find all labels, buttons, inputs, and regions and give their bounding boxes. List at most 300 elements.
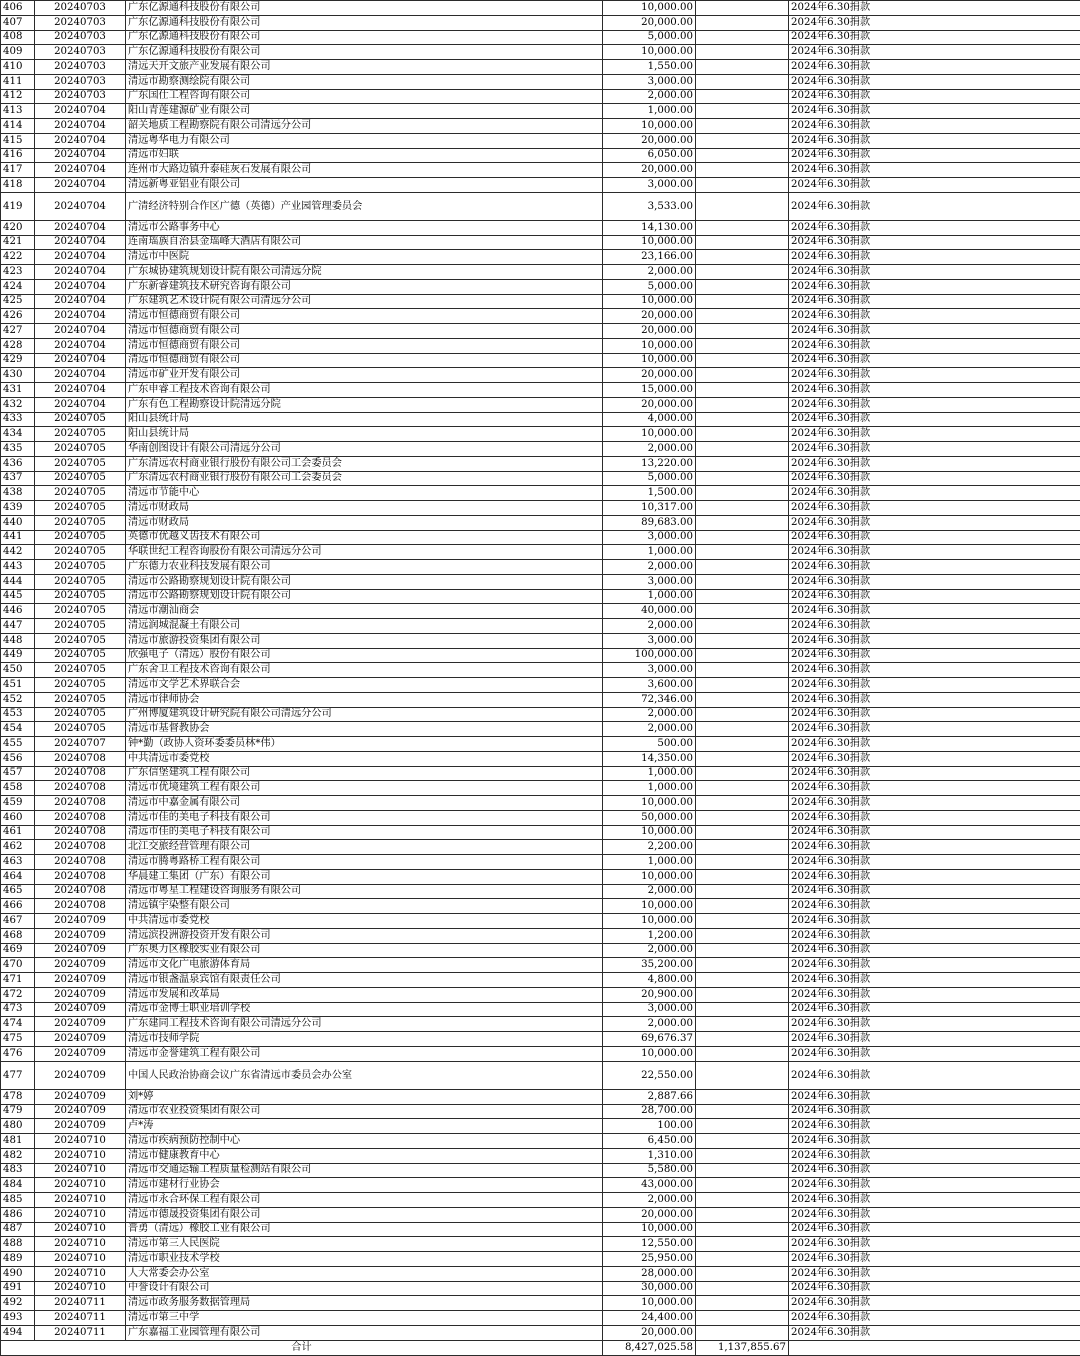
donation-date: 20240708 [35, 855, 126, 870]
donation-note: 2024年6.30捐款 [789, 383, 1080, 398]
donation-amount: 3,600.00 [603, 678, 696, 693]
amount-secondary [696, 163, 789, 178]
donor-name: 清远市政务服务数据管理局 [126, 1296, 603, 1311]
donation-date: 20240705 [35, 427, 126, 442]
amount-secondary [696, 442, 789, 457]
table-row [1, 737, 1080, 752]
donor-name: 清远市建材行业协会 [126, 1178, 603, 1193]
row-number: 488 [1, 1237, 35, 1252]
table-row [1, 368, 1080, 383]
donation-amount: 20,000.00 [603, 1207, 696, 1222]
donor-name: 清远市佳的美电子科技有限公司 [126, 810, 603, 825]
row-number: 446 [1, 604, 35, 619]
amount-secondary [696, 1119, 789, 1134]
row-number: 430 [1, 368, 35, 383]
donation-note: 2024年6.30捐款 [789, 810, 1080, 825]
amount-secondary [696, 869, 789, 884]
row-number: 424 [1, 279, 35, 294]
amount-secondary [696, 1325, 789, 1340]
donation-note: 2024年6.30捐款 [789, 1046, 1080, 1061]
row-number: 422 [1, 250, 35, 265]
donor-name: 连州市大路边镇升泰硅灰石发展有限公司 [126, 163, 603, 178]
donor-name: 广东清远农村商业银行股份有限公司工会委员会 [126, 456, 603, 471]
amount-secondary [696, 943, 789, 958]
donor-name: 晋勇（清远）橡胶工业有限公司 [126, 1222, 603, 1237]
donation-note: 2024年6.30捐款 [789, 1325, 1080, 1340]
donor-name: 清远天开文旅产业发展有限公司 [126, 60, 603, 75]
donation-amount: 15,000.00 [603, 383, 696, 398]
row-number: 406 [1, 1, 35, 16]
amount-secondary [696, 178, 789, 193]
donor-name: 清远市技师学院 [126, 1032, 603, 1047]
donation-note: 2024年6.30捐款 [789, 309, 1080, 324]
row-number: 437 [1, 471, 35, 486]
amount-secondary [696, 368, 789, 383]
donation-amount: 10,000.00 [603, 235, 696, 250]
donation-amount: 20,000.00 [603, 324, 696, 339]
amount-secondary [696, 1032, 789, 1047]
total-amount-secondary: 1,137,855.67 [696, 1340, 789, 1356]
amount-secondary [696, 353, 789, 368]
row-number: 474 [1, 1017, 35, 1032]
amount-secondary [696, 899, 789, 914]
donation-amount: 69,676.37 [603, 1032, 696, 1047]
donor-name: 中共清远市委党校 [126, 914, 603, 929]
row-number: 447 [1, 619, 35, 634]
donor-name: 清远市公路事务中心 [126, 220, 603, 235]
donor-name: 清远市律师协会 [126, 692, 603, 707]
donor-name: 广东嘉福工业园管理有限公司 [126, 1325, 603, 1340]
donation-date: 20240709 [35, 1046, 126, 1061]
donation-amount: 14,350.00 [603, 751, 696, 766]
donation-note: 2024年6.30捐款 [789, 1222, 1080, 1237]
row-number: 443 [1, 560, 35, 575]
amount-secondary [696, 766, 789, 781]
donation-amount: 1,310.00 [603, 1148, 696, 1163]
donation-note: 2024年6.30捐款 [789, 958, 1080, 973]
donation-amount: 3,533.00 [603, 192, 696, 220]
row-number: 419 [1, 192, 35, 220]
donation-amount: 5,000.00 [603, 279, 696, 294]
row-number: 432 [1, 397, 35, 412]
table-row [1, 178, 1080, 193]
donation-note: 2024年6.30捐款 [789, 412, 1080, 427]
row-number: 465 [1, 884, 35, 899]
donation-amount: 2,000.00 [603, 884, 696, 899]
donor-name: 广州博厦建筑设计研究院有限公司清远分公司 [126, 707, 603, 722]
donation-date: 20240705 [35, 560, 126, 575]
donor-name: 清远市中医院 [126, 250, 603, 265]
amount-secondary [696, 545, 789, 560]
donor-name: 广东清远农村商业银行股份有限公司工会委员会 [126, 471, 603, 486]
table-row [1, 604, 1080, 619]
donation-amount: 22,550.00 [603, 1061, 696, 1089]
donation-date: 20240711 [35, 1325, 126, 1340]
donor-name: 中誉设计有限公司 [126, 1281, 603, 1296]
donor-name: 清远市第三人民医院 [126, 1237, 603, 1252]
donation-date: 20240705 [35, 574, 126, 589]
donor-name: 清远市职业技术学校 [126, 1252, 603, 1267]
donation-note: 2024年6.30捐款 [789, 279, 1080, 294]
table-row [1, 353, 1080, 368]
donor-name: 清远市旅游投资集团有限公司 [126, 633, 603, 648]
donation-date: 20240710 [35, 1237, 126, 1252]
donor-name: 清远市勘察测绘院有限公司 [126, 74, 603, 89]
amount-secondary [696, 781, 789, 796]
donation-date: 20240703 [35, 89, 126, 104]
donation-note: 2024年6.30捐款 [789, 648, 1080, 663]
donor-name: 清远市公路勘察规划设计院有限公司 [126, 589, 603, 604]
amount-secondary [696, 412, 789, 427]
row-number: 480 [1, 1119, 35, 1134]
donor-name: 清远市银盏温泉宾馆有限责任公司 [126, 973, 603, 988]
amount-secondary [696, 1046, 789, 1061]
donation-date: 20240704 [35, 338, 126, 353]
table-row [1, 235, 1080, 250]
donation-date: 20240705 [35, 456, 126, 471]
table-row [1, 1193, 1080, 1208]
amount-secondary [696, 119, 789, 134]
amount-secondary [696, 294, 789, 309]
donation-date: 20240705 [35, 442, 126, 457]
amount-secondary [696, 1134, 789, 1149]
row-number: 435 [1, 442, 35, 457]
donation-amount: 28,700.00 [603, 1104, 696, 1119]
donation-amount: 72,346.00 [603, 692, 696, 707]
row-number: 442 [1, 545, 35, 560]
row-number: 407 [1, 15, 35, 30]
table-row [1, 1104, 1080, 1119]
amount-secondary [696, 1252, 789, 1267]
donation-date: 20240704 [35, 294, 126, 309]
donation-amount: 14,130.00 [603, 220, 696, 235]
row-number: 470 [1, 958, 35, 973]
table-row [1, 869, 1080, 884]
amount-secondary [696, 648, 789, 663]
donation-note: 2024年6.30捐款 [789, 751, 1080, 766]
row-number: 484 [1, 1178, 35, 1193]
donation-date: 20240703 [35, 15, 126, 30]
row-number: 467 [1, 914, 35, 929]
table-row [1, 633, 1080, 648]
donor-name: 广东申睿工程技术咨询有限公司 [126, 383, 603, 398]
table-row [1, 958, 1080, 973]
donor-name: 欣强电子（清远）股份有限公司 [126, 648, 603, 663]
amount-secondary [696, 1266, 789, 1281]
donation-date: 20240709 [35, 1119, 126, 1134]
table-row [1, 781, 1080, 796]
row-number: 412 [1, 89, 35, 104]
donation-amount: 12,550.00 [603, 1237, 696, 1252]
donation-amount: 2,000.00 [603, 707, 696, 722]
donation-date: 20240703 [35, 1, 126, 16]
donation-amount: 20,000.00 [603, 133, 696, 148]
donation-amount: 2,887.66 [603, 1089, 696, 1104]
row-number: 444 [1, 574, 35, 589]
donation-note: 2024年6.30捐款 [789, 1032, 1080, 1047]
donor-name: 清远市农业投资集团有限公司 [126, 1104, 603, 1119]
table-row [1, 250, 1080, 265]
amount-secondary [696, 825, 789, 840]
donation-note: 2024年6.30捐款 [789, 619, 1080, 634]
donation-note: 2024年6.30捐款 [789, 15, 1080, 30]
donation-note: 2024年6.30捐款 [789, 220, 1080, 235]
row-number: 428 [1, 338, 35, 353]
table-row [1, 427, 1080, 442]
donation-amount: 25,950.00 [603, 1252, 696, 1267]
donation-amount: 50,000.00 [603, 810, 696, 825]
donor-name: 钟*勤（政协人资环委委员林*伟） [126, 737, 603, 752]
table-row [1, 1311, 1080, 1326]
table-row [1, 1148, 1080, 1163]
amount-secondary [696, 633, 789, 648]
donation-date: 20240703 [35, 45, 126, 60]
donor-name: 清远市发展和改革局 [126, 987, 603, 1002]
row-number: 448 [1, 633, 35, 648]
table-row [1, 383, 1080, 398]
donation-date: 20240704 [35, 279, 126, 294]
amount-secondary [696, 471, 789, 486]
donation-amount: 5,000.00 [603, 471, 696, 486]
donation-note: 2024年6.30捐款 [789, 914, 1080, 929]
table-row [1, 825, 1080, 840]
amount-secondary [696, 1163, 789, 1178]
row-number: 418 [1, 178, 35, 193]
amount-secondary [696, 810, 789, 825]
table-row [1, 1163, 1080, 1178]
donor-name: 连南瑶族自治县金瑶峰大酒店有限公司 [126, 235, 603, 250]
donation-date: 20240710 [35, 1178, 126, 1193]
row-number: 441 [1, 530, 35, 545]
donation-note: 2024年6.30捐款 [789, 338, 1080, 353]
amount-secondary [696, 45, 789, 60]
amount-secondary [696, 30, 789, 45]
donation-note: 2024年6.30捐款 [789, 987, 1080, 1002]
row-number: 410 [1, 60, 35, 75]
donation-date: 20240708 [35, 840, 126, 855]
amount-secondary [696, 722, 789, 737]
donor-name: 北江交旅经营管理有限公司 [126, 840, 603, 855]
donation-amount: 1,000.00 [603, 545, 696, 560]
table-row [1, 545, 1080, 560]
row-number: 421 [1, 235, 35, 250]
amount-secondary [696, 692, 789, 707]
row-number: 457 [1, 766, 35, 781]
donation-date: 20240710 [35, 1193, 126, 1208]
amount-secondary [696, 148, 789, 163]
amount-secondary [696, 427, 789, 442]
table-row [1, 914, 1080, 929]
donation-note: 2024年6.30捐款 [789, 1207, 1080, 1222]
donation-date: 20240704 [35, 220, 126, 235]
table-row [1, 574, 1080, 589]
donation-amount: 1,000.00 [603, 781, 696, 796]
donation-date: 20240709 [35, 943, 126, 958]
table-row [1, 1222, 1080, 1237]
donation-date: 20240708 [35, 796, 126, 811]
donation-date: 20240709 [35, 1061, 126, 1089]
table-row [1, 1, 1080, 16]
donor-name: 中共清远市委党校 [126, 751, 603, 766]
table-row [1, 678, 1080, 693]
donation-date: 20240708 [35, 825, 126, 840]
donation-amount: 100.00 [603, 1119, 696, 1134]
donor-name: 清远市佳的美电子科技有限公司 [126, 825, 603, 840]
amount-secondary [696, 530, 789, 545]
donation-amount: 6,050.00 [603, 148, 696, 163]
donation-amount: 1,000.00 [603, 104, 696, 119]
donation-amount: 28,000.00 [603, 1266, 696, 1281]
donor-name: 华南创图设计有限公司清远分公司 [126, 442, 603, 457]
table-row [1, 1237, 1080, 1252]
amount-secondary [696, 840, 789, 855]
amount-secondary [696, 1061, 789, 1089]
ledger-body [1, 1, 1080, 1356]
table-row [1, 89, 1080, 104]
donation-note: 2024年6.30捐款 [789, 1163, 1080, 1178]
amount-secondary [696, 515, 789, 530]
donation-amount: 24,400.00 [603, 1311, 696, 1326]
donation-note: 2024年6.30捐款 [789, 133, 1080, 148]
donation-note: 2024年6.30捐款 [789, 1061, 1080, 1089]
amount-secondary [696, 560, 789, 575]
amount-secondary [696, 486, 789, 501]
table-row [1, 810, 1080, 825]
amount-secondary [696, 324, 789, 339]
row-number: 483 [1, 1163, 35, 1178]
donation-note: 2024年6.30捐款 [789, 928, 1080, 943]
table-row [1, 45, 1080, 60]
donation-date: 20240705 [35, 633, 126, 648]
donation-date: 20240703 [35, 60, 126, 75]
donation-note: 2024年6.30捐款 [789, 1178, 1080, 1193]
donation-amount: 10,000.00 [603, 45, 696, 60]
row-number: 436 [1, 456, 35, 471]
amount-secondary [696, 397, 789, 412]
table-row [1, 1002, 1080, 1017]
donation-amount: 2,000.00 [603, 619, 696, 634]
donation-date: 20240710 [35, 1222, 126, 1237]
row-number: 415 [1, 133, 35, 148]
donation-amount: 10,000.00 [603, 353, 696, 368]
donation-note: 2024年6.30捐款 [789, 1119, 1080, 1134]
donation-amount: 2,000.00 [603, 1017, 696, 1032]
donation-amount: 4,800.00 [603, 973, 696, 988]
row-number: 493 [1, 1311, 35, 1326]
donation-date: 20240704 [35, 309, 126, 324]
table-row [1, 163, 1080, 178]
table-row [1, 855, 1080, 870]
donation-amount: 35,200.00 [603, 958, 696, 973]
amount-secondary [696, 1148, 789, 1163]
row-number: 439 [1, 501, 35, 516]
donor-name: 清远市妇联 [126, 148, 603, 163]
donation-amount: 20,000.00 [603, 309, 696, 324]
donation-date: 20240705 [35, 648, 126, 663]
donor-name: 清远润城混凝土有限公司 [126, 619, 603, 634]
donation-note: 2024年6.30捐款 [789, 515, 1080, 530]
table-row [1, 397, 1080, 412]
donation-note: 2024年6.30捐款 [789, 442, 1080, 457]
amount-secondary [696, 309, 789, 324]
amount-secondary [696, 707, 789, 722]
donor-name: 清远镇宇染整有限公司 [126, 899, 603, 914]
donation-date: 20240705 [35, 515, 126, 530]
donation-date: 20240705 [35, 471, 126, 486]
donor-name: 刘*婷 [126, 1089, 603, 1104]
donation-note: 2024年6.30捐款 [789, 324, 1080, 339]
donation-date: 20240709 [35, 973, 126, 988]
row-number: 455 [1, 737, 35, 752]
row-number: 491 [1, 1281, 35, 1296]
table-row [1, 751, 1080, 766]
table-row [1, 884, 1080, 899]
donation-note: 2024年6.30捐款 [789, 545, 1080, 560]
donation-note: 2024年6.30捐款 [789, 1104, 1080, 1119]
table-row [1, 928, 1080, 943]
table-row [1, 133, 1080, 148]
donation-date: 20240710 [35, 1207, 126, 1222]
donor-name: 清远市恒德商贸有限公司 [126, 309, 603, 324]
donation-note: 2024年6.30捐款 [789, 869, 1080, 884]
donation-date: 20240709 [35, 1104, 126, 1119]
row-number: 475 [1, 1032, 35, 1047]
row-number: 440 [1, 515, 35, 530]
amount-secondary [696, 619, 789, 634]
table-row [1, 1017, 1080, 1032]
total-amount: 8,427,025.58 [603, 1340, 696, 1356]
donor-name: 清远市财政局 [126, 501, 603, 516]
donation-amount: 20,000.00 [603, 397, 696, 412]
donation-amount: 10,000.00 [603, 899, 696, 914]
table-row [1, 1032, 1080, 1047]
donation-amount: 1,500.00 [603, 486, 696, 501]
donor-name: 清远市财政局 [126, 515, 603, 530]
donation-note: 2024年6.30捐款 [789, 663, 1080, 678]
donor-name: 清远市腾粤路桥工程有限公司 [126, 855, 603, 870]
donation-amount: 20,000.00 [603, 163, 696, 178]
amount-secondary [696, 855, 789, 870]
donation-amount: 10,000.00 [603, 914, 696, 929]
donor-name: 阳山县统计局 [126, 412, 603, 427]
donor-name: 清远市第三中学 [126, 1311, 603, 1326]
amount-secondary [696, 235, 789, 250]
donation-amount: 2,200.00 [603, 840, 696, 855]
table-row [1, 987, 1080, 1002]
donation-note: 2024年6.30捐款 [789, 840, 1080, 855]
donation-amount: 23,166.00 [603, 250, 696, 265]
donation-date: 20240704 [35, 133, 126, 148]
table-row [1, 501, 1080, 516]
donation-amount: 10,000.00 [603, 1222, 696, 1237]
donation-amount: 20,000.00 [603, 368, 696, 383]
donation-amount: 1,000.00 [603, 855, 696, 870]
row-number: 416 [1, 148, 35, 163]
donation-date: 20240710 [35, 1163, 126, 1178]
donation-date: 20240709 [35, 1002, 126, 1017]
donation-date: 20240708 [35, 869, 126, 884]
donation-date: 20240705 [35, 589, 126, 604]
donor-name: 卢*涛 [126, 1119, 603, 1134]
donation-date: 20240709 [35, 958, 126, 973]
donation-amount: 40,000.00 [603, 604, 696, 619]
donor-name: 清远市金博士职业培训学校 [126, 1002, 603, 1017]
donation-date: 20240704 [35, 192, 126, 220]
donor-name: 广东亿源通科技股份有限公司 [126, 30, 603, 45]
row-number: 469 [1, 943, 35, 958]
donation-note: 2024年6.30捐款 [789, 1252, 1080, 1267]
row-number: 471 [1, 973, 35, 988]
